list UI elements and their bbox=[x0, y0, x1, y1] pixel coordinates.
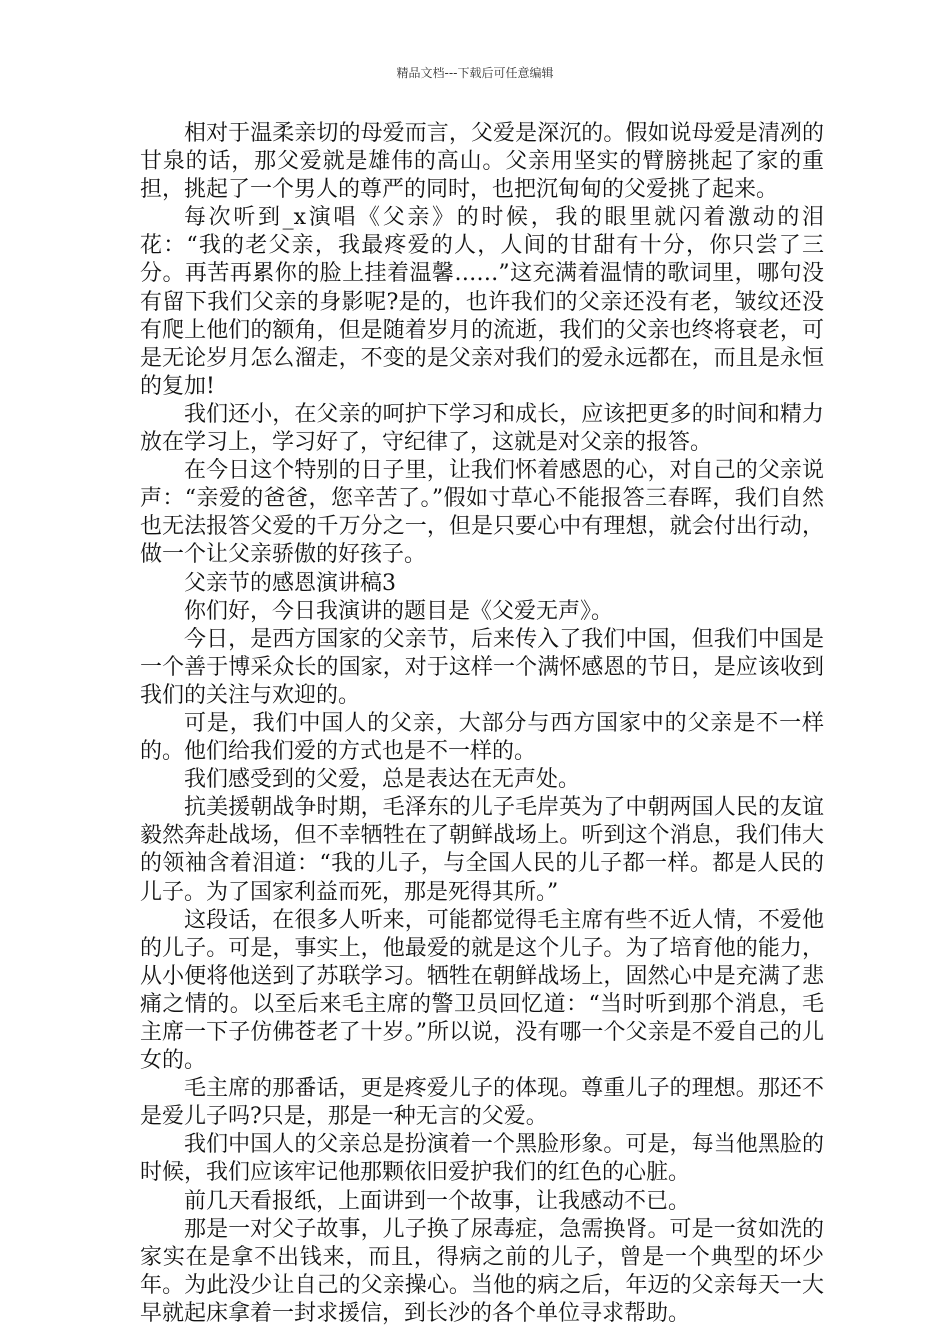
paragraph: 我们感受到的父爱，总是表达在无声处。 bbox=[184, 767, 581, 793]
paragraph: 在今日这个特别的日子里，让我们怀着感恩的心，对自己的父亲说声：“亲爱的爸爸，您辛苦了。”假如寸草心不能报答三春晖，我们自然也无法报答父爱的千万分之一，但是只要心中有理想，就会付出行动，做一个让父亲骄傲的好孩子。 bbox=[140, 458, 824, 568]
paragraph: 抗美援朝战争时期，毛泽东的儿子毛岸英为了中朝两国人民的友谊毅然奔赴战场，但不幸牺牲在了朝鲜战场上。听到这个消息，我们伟大的领袖含着泪道：“我的儿子，与全国人民的儿子都一样。都是人民的儿子。为了国家利益而死，那是死得其所。” bbox=[140, 795, 824, 905]
paragraph: 这段话，在很多人听来，可能都觉得毛主席有些不近人情，不爱他的儿子。可是，事实上，他最爱的就是这个儿子。为了培育他的能力，从小便将他送到了苏联学习。牺牲在朝鲜战场上，固然心中是充满了悲痛之情的。以至后来毛主席的警卫员回忆道：“当时听到那个消息，毛主席一下子仿佛苍老了十岁。”所以说，没有哪一个父亲是不爱自己的儿女的。 bbox=[140, 907, 824, 1074]
paragraph: 每次听到_x演唱《父亲》的时候，我的眼里就闪着激动的泪花：“我的老父亲，我最疼爱的人，人间的甘甜有十分，你只尝了三分。再苦再累你的脸上挂着温馨……”这充满着温情的歌词里，哪句没有留下我们父亲的身影呢?是的，也许我们的父亲还没有老，皱纹还没有爬上他们的额角，但是随着岁月的流逝，我们的父亲也终将衰老，可是无论岁月怎么溜走，不变的是父亲对我们的爱永远都在，而且是永恒的复加! bbox=[140, 205, 824, 399]
paragraph: 可是，我们中国人的父亲，大部分与西方国家中的父亲是不一样的。他们给我们爱的方式也是不一样的。 bbox=[140, 710, 824, 765]
paragraph: 前几天看报纸，上面讲到一个故事，让我感动不已。 bbox=[184, 1188, 691, 1214]
paragraph: 毛主席的那番话，更是疼爱儿子的体现。尊重儿子的理想。那还不是爱儿子吗?只是，那是一种无言的父爱。 bbox=[140, 1076, 824, 1130]
paragraph: 我们中国人的父亲总是扮演着一个黑脸形象。可是，每当他黑脸的时候，我们应该牢记他那颗依旧爱护我们的红色的心脏。 bbox=[140, 1132, 824, 1186]
paragraph: 你们好，今日我演讲的题目是《父爱无声》。 bbox=[184, 598, 614, 624]
paragraph: 相对于温柔亲切的母爱而言，父爱是深沉的。假如说母爱是清冽的甘泉的话，那父爱就是雄伟的高山。父亲用坚实的臂膀挑起了家的重担，挑起了一个男人的尊严的同时，也把沉甸甸的父爱挑了起来。 bbox=[140, 121, 824, 203]
section-heading: 父亲节的感恩演讲稿3 bbox=[184, 570, 396, 596]
paragraph: 我们还小，在父亲的呵护下学习和成长，应该把更多的时间和精力放在学习上，学习好了，守纪律了，这就是对父亲的报答。 bbox=[140, 401, 824, 456]
paragraph: 今日，是西方国家的父亲节，后来传入了我们中国，但我们中国是一个善于博采众长的国家，对于这样一个满怀感恩的节日，是应该收到我们的关注与欢迎的。 bbox=[140, 626, 824, 708]
paragraph: 那是一对父子故事，儿子换了尿毒症，急需换肾。可是一贫如洗的家实在是拿不出钱来，而且，得病之前的儿子，曾是一个典型的坏少年。为此没少让自己的父亲操心。当他的病之后，年迈的父亲每天一大早就起床拿着一封求援信，到长沙的各个单位寻求帮助。 bbox=[140, 1216, 824, 1326]
document-body bbox=[140, 120, 824, 1328]
page-header: 精品文档---下载后可任意编辑 bbox=[396, 66, 554, 80]
